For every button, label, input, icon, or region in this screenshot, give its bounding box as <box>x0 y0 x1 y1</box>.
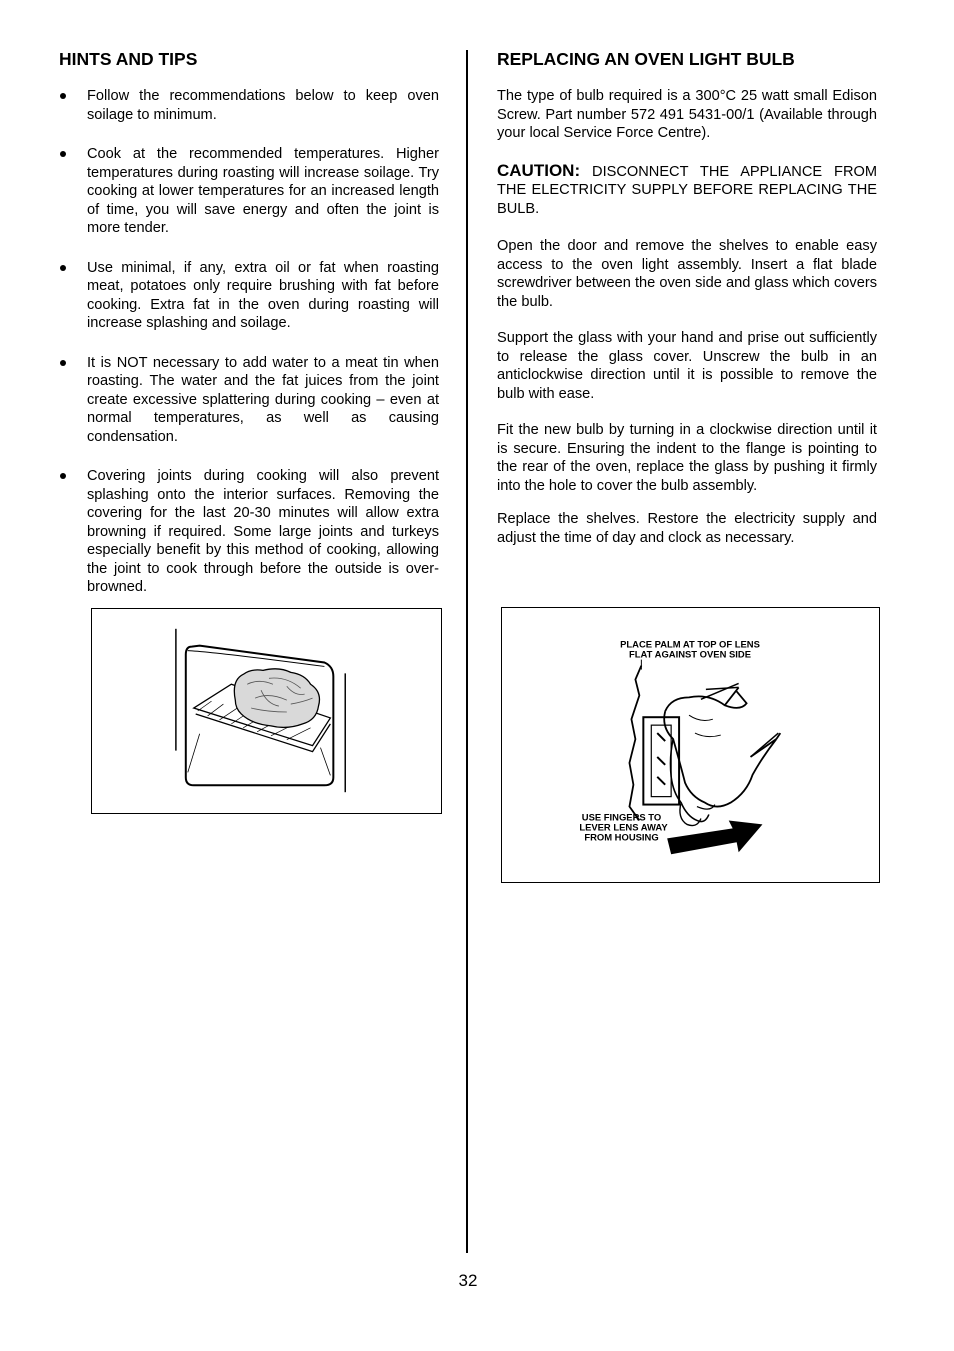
figure-label-bottom-3: FROM HOUSING <box>584 831 659 843</box>
bullet-icon <box>60 93 66 99</box>
instruction-paragraph: Replace the shelves. Restore the electricity supply and adjust the time of day and clock as necessary. <box>497 511 877 546</box>
caution-label: CAUTION: <box>497 160 581 180</box>
bullet-icon <box>60 151 66 157</box>
caution-text: DISCONNECT THE APPLIANCE FROM THE ELECTRICITY SUPPLY BEFORE REPLACING THE BULB. <box>497 163 877 217</box>
roasting-joint-illustration <box>91 608 442 814</box>
hints-and-tips-column <box>59 48 439 597</box>
hand-lens-drawing <box>502 608 879 882</box>
page-number: 32 <box>458 1271 478 1290</box>
hint-item: Cook at the recommended temperatures. Higher temperatures during roasting will increase soilage. Try cooking at lower temperatures for an increased length of time, you will save energy and often the joint is more tender. <box>59 145 439 238</box>
instruction-paragraph: Fit the new bulb by turning in a clockwise direction until it is secure. Ensuring the indent to the flange is pointing to the rear of the oven, replace the glass by pushing it firmly into the hole to cover the bulb assembly. <box>497 422 877 494</box>
bullet-icon <box>60 360 66 366</box>
bulb-type-paragraph: The type of bulb required is a 300°C 25 watt small Edison Screw. Part number 572 491 5431-00/1 (Available through your local Service Force Centre). <box>497 88 877 141</box>
figure-label-bottom-1: USE FINGERS TO <box>581 811 662 823</box>
hint-item: Use minimal, if any, extra oil or fat when roasting meat, potatoes only require brushing with fat before cooking. Extra fat in the oven during roasting will increase splashing and soilage. <box>59 259 439 333</box>
oven-light-bulb-column <box>497 48 877 547</box>
figure-label-bottom-2: LEVER LENS AWAY <box>579 821 668 833</box>
figure-label-top-1: PLACE PALM AT TOP OF LENS <box>620 638 760 650</box>
hint-item: It is NOT necessary to add water to a meat tin when roasting. The water and the fat juices from the joint create excessive splattering during cooking – even at normal temperatures, as well as causing condensation. <box>59 354 439 447</box>
hint-item: Covering joints during cooking will also prevent splashing onto the interior surfaces. Removing the covering for the last 20-30 minutes will allow extra browning if required. Some large joints and turkeys especially benefit by this method of cooking, allowing the joint to cook through before the outside is over-browned. <box>59 467 439 597</box>
instruction-paragraph: Open the door and remove the shelves to enable easy access to the oven light assembly. Insert a flat blade screwdriver between the oven side and glass which covers the bulb. <box>497 238 877 310</box>
column-divider <box>466 50 468 1253</box>
lens-removal-illustration <box>501 607 880 883</box>
hints-list <box>59 87 439 597</box>
caution-paragraph <box>497 162 877 219</box>
instruction-paragraph: Support the glass with your hand and prise out sufficiently to release the glass cover. Unscrew the bulb in an anticlockwise direction until it is possible to remove the bulb with ease. <box>497 330 877 402</box>
bullet-icon <box>60 473 66 479</box>
hints-heading: HINTS AND TIPS <box>59 49 198 69</box>
bullet-icon <box>60 265 66 271</box>
oven-roast-drawing <box>92 609 441 813</box>
bulb-heading: REPLACING AN OVEN LIGHT BULB <box>497 49 795 69</box>
figure-label-top-2: FLAT AGAINST OVEN SIDE <box>629 648 751 660</box>
hint-item: Follow the recommendations below to keep oven soilage to minimum. <box>59 87 439 124</box>
